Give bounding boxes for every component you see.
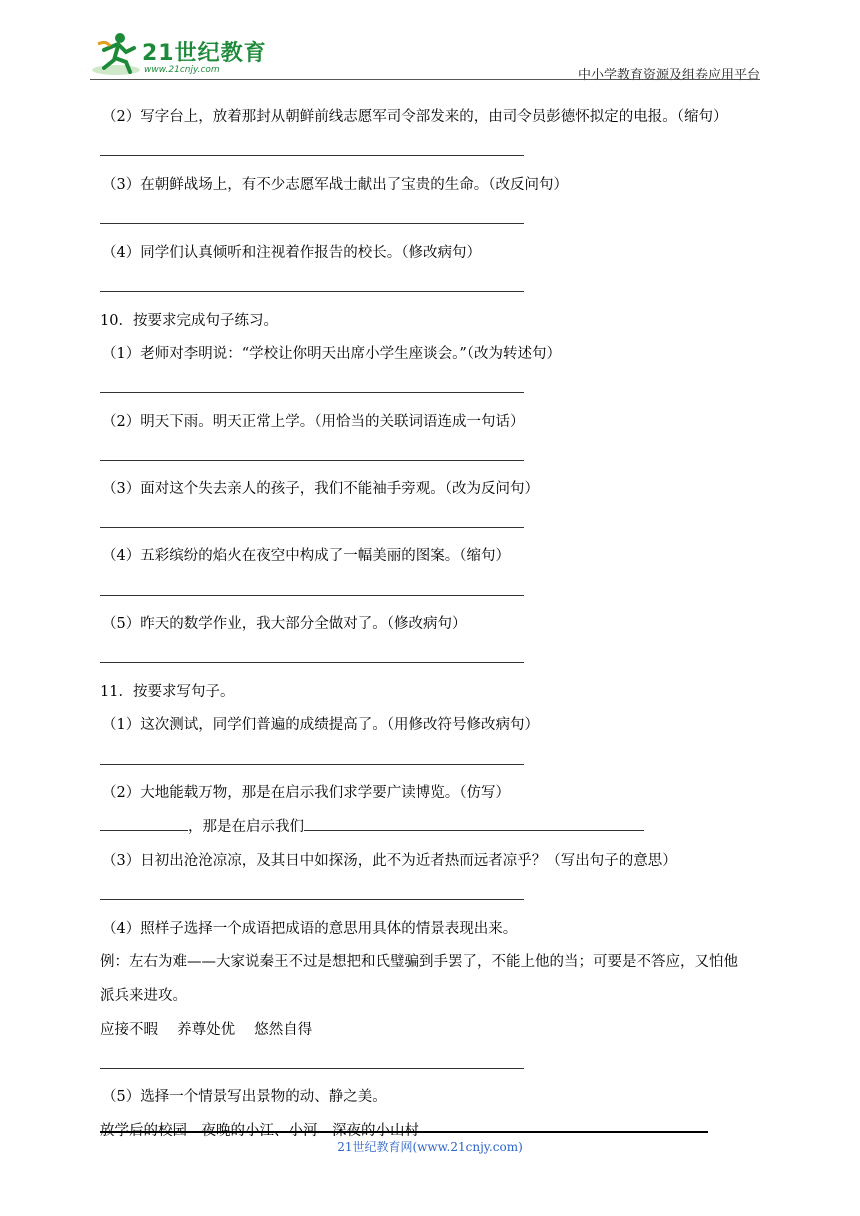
footer-divider xyxy=(100,1131,708,1133)
example-line: 例：左右为难——大家说秦王不过是想把和氏璧骗到手罢了，不能上他的当；可要是不答应，又怕他 xyxy=(100,954,738,970)
answer-blank[interactable] xyxy=(304,816,644,831)
question-line: （5）昨天的数学作业，我大部分全做对了。（修改病句） xyxy=(102,616,467,632)
platform-title: 中小学教育资源及组卷应用平台 xyxy=(577,68,760,83)
answer-blank[interactable] xyxy=(100,527,524,528)
question-line: （4）同学们认真倾听和注视着作报告的校长。（修改病句） xyxy=(102,245,481,261)
logo-text: 21世纪教育 xyxy=(142,41,267,66)
idiom-options: 应接不暇 养尊处优 悠然自得 xyxy=(100,1022,313,1038)
page-header xyxy=(90,30,760,82)
question-line: （2）大地能载万物，那是在启示我们求学要广读博览。（仿写） xyxy=(102,785,510,801)
runner-icon xyxy=(90,30,142,78)
question-line: （3）在朝鲜战场上，有不少志愿军战士献出了宝贵的生命。（改反问句） xyxy=(102,177,568,193)
answer-blank[interactable] xyxy=(100,392,524,393)
answer-blank[interactable] xyxy=(100,816,188,831)
logo-url: www.21cnjy.com xyxy=(144,65,220,75)
question-line: （2）明天下雨。明天正常上学。（用恰当的关联词语连成一句话） xyxy=(102,414,525,430)
header-divider xyxy=(90,79,760,80)
footer-text[interactable]: 21世纪教育网(www.21cnjy.com) xyxy=(337,1140,523,1154)
question-line: （1）这次测试，同学们普遍的成绩提高了。（用修改符号修改病句） xyxy=(102,717,539,733)
question-line: （4）五彩缤纷的焰火在夜空中构成了一幅美丽的图案。（缩句） xyxy=(102,548,510,564)
example-line: 派兵来进攻。 xyxy=(100,988,187,1004)
question-heading: 10．按要求完成句子练习。 xyxy=(100,313,278,329)
scene-options: 放学后的校园 夜晚的小江、小河 深夜的小山村 xyxy=(100,1123,419,1139)
answer-blank[interactable] xyxy=(100,899,524,900)
imitation-text: ，那是在启示我们 xyxy=(188,819,304,835)
answer-blank[interactable] xyxy=(100,460,524,461)
answer-blank[interactable] xyxy=(100,595,524,596)
answer-blank[interactable] xyxy=(100,291,524,292)
answer-blank[interactable] xyxy=(100,662,524,663)
site-logo[interactable] xyxy=(90,30,290,80)
question-line: （5）选择一个情景写出景物的动、静之美。 xyxy=(102,1089,387,1105)
question-line: （4）照样子选择一个成语把成语的意思用具体的情景表现出来。 xyxy=(102,921,518,937)
question-line: （1）老师对李明说：“学校让你明天出席小学生座谈会。”（改为转述句） xyxy=(102,346,562,362)
question-heading: 11．按要求写句子。 xyxy=(100,684,235,700)
question-line: （2）写字台上，放着那封从朝鲜前线志愿军司令部发来的，由司令员彭德怀拟定的电报。（缩句） xyxy=(102,109,728,125)
question-line: （3）面对这个失去亲人的孩子，我们不能袖手旁观。（改为反问句） xyxy=(102,481,539,497)
imitation-line xyxy=(100,815,644,836)
answer-blank[interactable] xyxy=(100,764,524,765)
answer-blank[interactable] xyxy=(100,223,524,224)
question-line: （3）日初出沧沧凉凉，及其日中如探汤，此不为近者热而远者凉乎？（写出句子的意思） xyxy=(102,853,677,869)
answer-blank[interactable] xyxy=(100,155,524,156)
answer-blank[interactable] xyxy=(100,1068,524,1069)
